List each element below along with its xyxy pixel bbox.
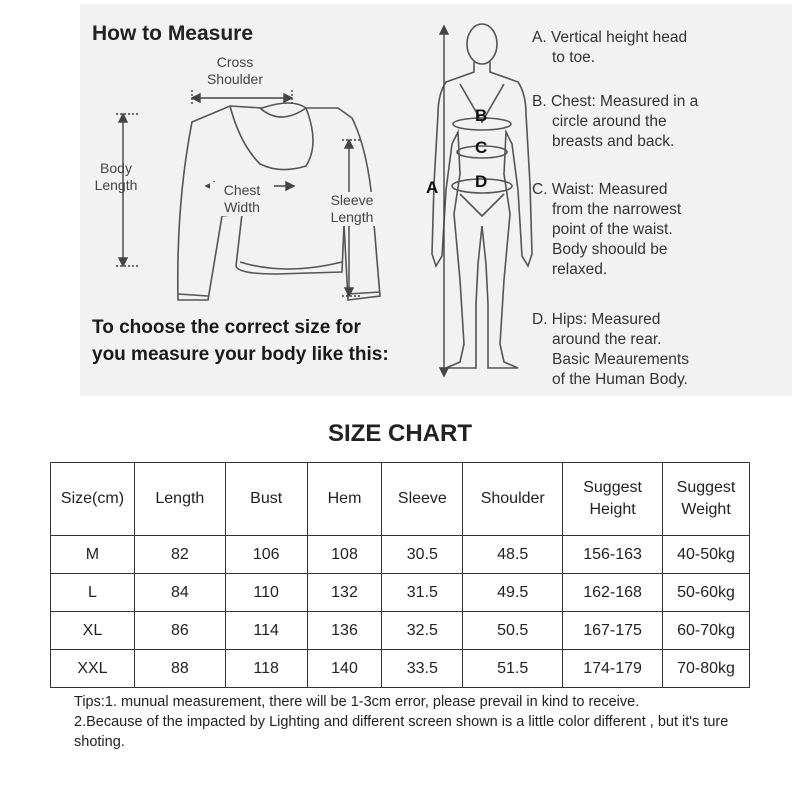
cell-size: L xyxy=(51,574,135,612)
description-c xyxy=(532,180,681,280)
size-chart-title: SIZE CHART xyxy=(328,420,472,447)
cell-height: 156-163 xyxy=(563,536,663,574)
cell-sleeve: 30.5 xyxy=(382,536,463,574)
sleeve-length-label: Sleeve Length xyxy=(316,192,388,226)
cell-height: 167-175 xyxy=(563,612,663,650)
cell-weight: 40-50kg xyxy=(663,536,750,574)
body-letter-a: A xyxy=(426,178,439,197)
description-b-line: circle around the xyxy=(552,113,667,130)
description-d-line: of the Human Body. xyxy=(552,371,688,388)
header-sleeve: Sleeve xyxy=(382,463,463,536)
header-suggest-height: Suggest Height xyxy=(563,463,663,536)
body-letter-b: B xyxy=(475,106,488,125)
description-a-line: to toe. xyxy=(552,49,596,66)
description-a-line: A. Vertical height head xyxy=(532,29,688,46)
choose-line-2: you measure your body like this: xyxy=(92,344,389,365)
table-row xyxy=(51,650,750,688)
description-c-line: from the narrowest xyxy=(552,201,682,218)
description-d-line: D. Hips: Measured xyxy=(532,311,661,328)
cell-weight: 70-80kg xyxy=(663,650,750,688)
cell-hem: 132 xyxy=(307,574,382,612)
description-c-line: relaxed. xyxy=(552,261,608,278)
cell-shoulder: 49.5 xyxy=(463,574,563,612)
cell-size: M xyxy=(51,536,135,574)
how-to-measure-title: How to Measure xyxy=(92,22,254,45)
body-letter-d: D xyxy=(475,172,488,191)
description-d-line: around the rear. xyxy=(552,331,662,348)
cell-sleeve: 33.5 xyxy=(382,650,463,688)
cell-length: 88 xyxy=(134,650,225,688)
cell-bust: 106 xyxy=(225,536,307,574)
cell-shoulder: 48.5 xyxy=(463,536,563,574)
cell-hem: 140 xyxy=(307,650,382,688)
cell-weight: 60-70kg xyxy=(663,612,750,650)
header-size: Size(cm) xyxy=(51,463,135,536)
cell-hem: 136 xyxy=(307,612,382,650)
chest-width-label: Chest Width xyxy=(210,182,274,216)
cell-height: 174-179 xyxy=(563,650,663,688)
table-row xyxy=(51,536,750,574)
choose-line-1: To choose the correct size for xyxy=(92,317,361,338)
height-arrow xyxy=(440,26,448,376)
table-row xyxy=(51,574,750,612)
description-d xyxy=(532,310,689,390)
description-a xyxy=(532,28,687,68)
header-bust: Bust xyxy=(225,463,307,536)
tip-line-2: 2.Because of the impacted by Lighting and different screen shown is a little color different , but it's ture shoting. xyxy=(74,714,729,750)
human-figure xyxy=(432,24,532,368)
cell-weight: 50-60kg xyxy=(663,574,750,612)
description-c-line: C. Waist: Measured xyxy=(532,181,668,198)
cell-length: 84 xyxy=(134,574,225,612)
tip-line-1: Tips:1. munual measurement, there will be 1-3cm error, please prevail in kind to receive. xyxy=(74,694,640,710)
body-letter-c: C xyxy=(475,138,488,157)
cell-sleeve: 32.5 xyxy=(382,612,463,650)
cell-shoulder: 50.5 xyxy=(463,612,563,650)
description-d-line: Basic Meaurements xyxy=(552,351,689,368)
description-b-line: B. Chest: Measured in a xyxy=(532,93,699,110)
cell-size: XL xyxy=(51,612,135,650)
size-table xyxy=(50,462,750,688)
body-length-label: Body Length xyxy=(94,160,138,193)
cell-bust: 114 xyxy=(225,612,307,650)
cell-bust: 118 xyxy=(225,650,307,688)
description-b-line: breasts and back. xyxy=(552,133,675,150)
tips-text xyxy=(74,692,774,752)
header-shoulder: Shoulder xyxy=(463,463,563,536)
cell-bust: 110 xyxy=(225,574,307,612)
header-length: Length xyxy=(134,463,225,536)
description-c-line: Body shoould be xyxy=(552,241,668,258)
measure-guide xyxy=(80,4,792,396)
cross-shoulder-label: Cross Shoulder xyxy=(206,54,264,87)
choose-size-text xyxy=(92,314,389,368)
cell-size: XXL xyxy=(51,650,135,688)
cell-length: 82 xyxy=(134,536,225,574)
cell-length: 86 xyxy=(134,612,225,650)
description-c-line: point of the waist. xyxy=(552,221,673,238)
header-suggest-weight: Suggest Weight xyxy=(663,463,750,536)
cell-shoulder: 51.5 xyxy=(463,650,563,688)
header-hem: Hem xyxy=(307,463,382,536)
cell-sleeve: 31.5 xyxy=(382,574,463,612)
table-row xyxy=(51,612,750,650)
cell-hem: 108 xyxy=(307,536,382,574)
description-b xyxy=(532,92,698,152)
table-header-row xyxy=(51,463,750,536)
cell-height: 162-168 xyxy=(563,574,663,612)
